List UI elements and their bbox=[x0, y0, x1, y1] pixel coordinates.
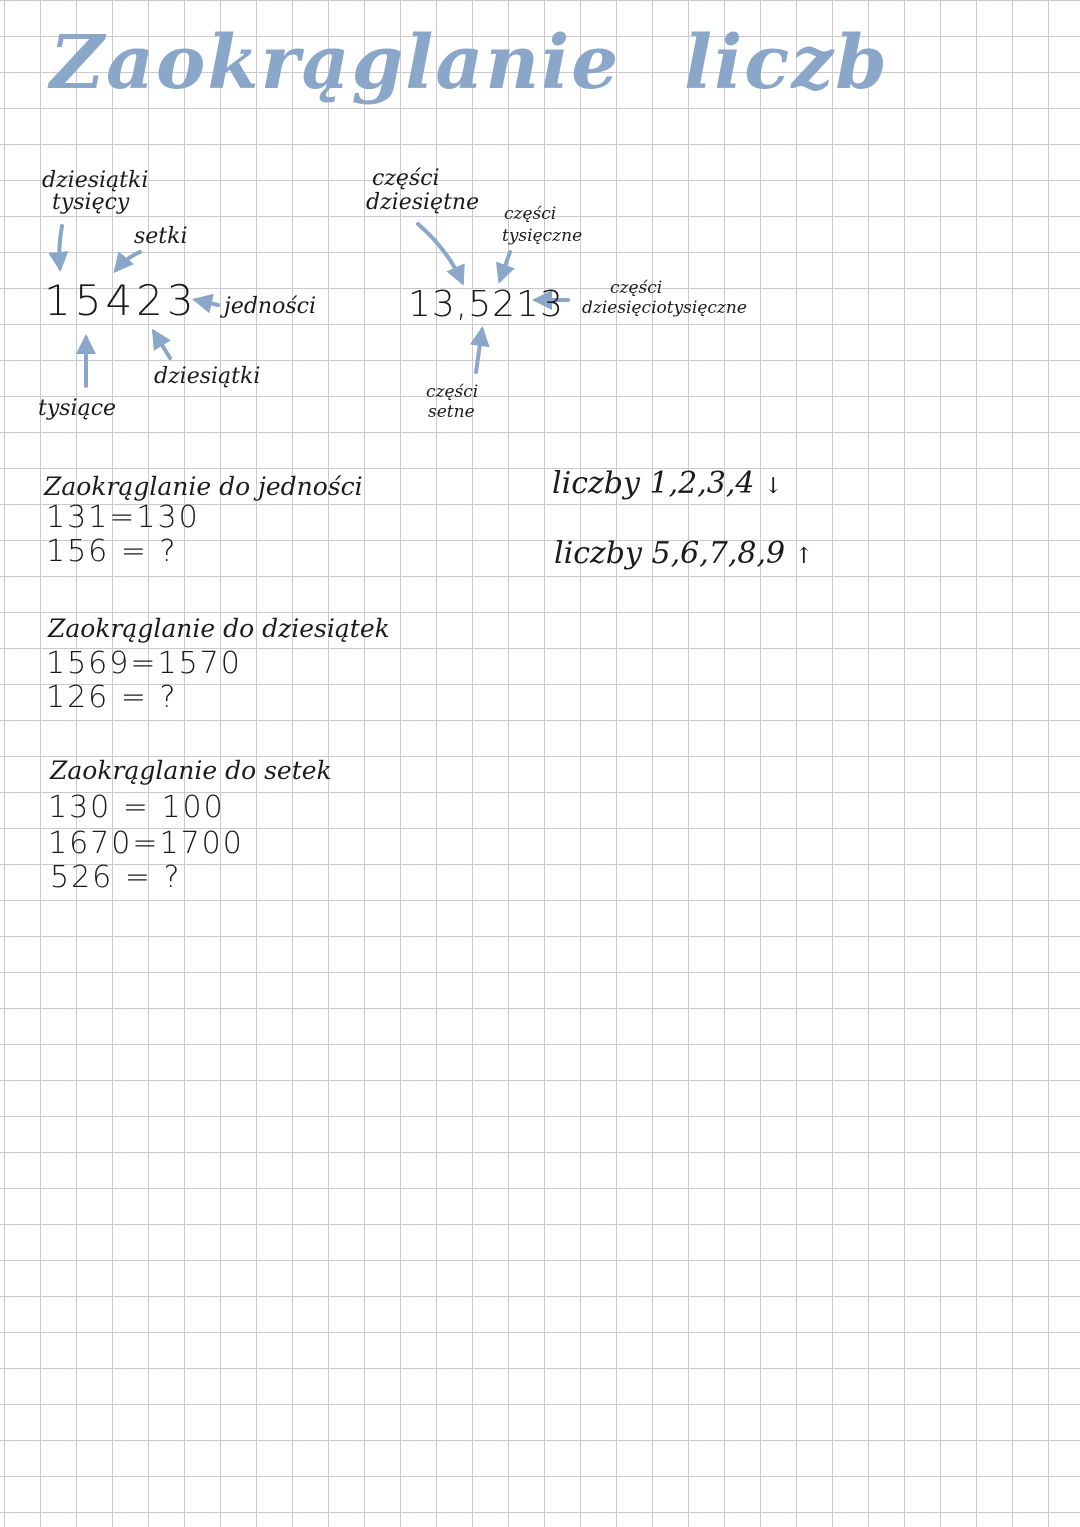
section-hundreds-line-3: 526 = ? bbox=[50, 860, 182, 895]
arrow-down-icon: ↓ bbox=[764, 474, 783, 499]
rule-round-down bbox=[552, 466, 782, 501]
integer-number: 15423 bbox=[44, 276, 198, 325]
arrow-tenths-icon bbox=[418, 224, 462, 282]
section-heading-units: Zaokrąglanie do jedności bbox=[44, 472, 363, 501]
arrow-tens-icon bbox=[154, 332, 170, 358]
label-thousandths-line2: tysięczne bbox=[502, 226, 583, 246]
label-units: jedności bbox=[224, 294, 316, 319]
section-hundreds-line-1: 130 = 100 bbox=[48, 790, 225, 825]
label-hundredths-line2: setne bbox=[428, 402, 475, 422]
arrow-units-icon bbox=[196, 300, 218, 305]
section-tens-line-1: 1569=1570 bbox=[46, 646, 242, 681]
label-thousands: tysiące bbox=[38, 396, 117, 421]
section-units-line-2: 156 = ? bbox=[46, 534, 178, 569]
label-thousandths: części bbox=[504, 204, 557, 224]
decimal-number: 13,5213 bbox=[408, 284, 564, 325]
section-heading-hundreds: Zaokrąglanie do setek bbox=[50, 756, 332, 785]
section-units-line-1: 131=130 bbox=[46, 500, 200, 535]
arrow-hundredths-icon bbox=[476, 330, 482, 372]
rule-round-up bbox=[554, 536, 813, 571]
arrow-thousandths-icon bbox=[500, 252, 510, 280]
label-tenths-line2: dziesiętne bbox=[366, 190, 480, 215]
label-tens: dziesiątki bbox=[154, 364, 261, 389]
section-hundreds-line-2: 1670=1700 bbox=[48, 826, 244, 861]
rule-round-down-text: liczby 1,2,3,4 bbox=[552, 466, 755, 501]
section-heading-tens: Zaokrąglanie do dziesiątek bbox=[48, 614, 390, 643]
arrow-hundreds-icon bbox=[116, 252, 140, 270]
label-ten-thousandths-line2: dziesięciotysięczne bbox=[582, 298, 747, 318]
page-title-second-word: liczb bbox=[684, 20, 890, 106]
label-ten-thousands: dziesiątki bbox=[42, 168, 149, 193]
label-ten-thousandths: części bbox=[610, 278, 663, 298]
page-title: Zaokrąglanie bbox=[50, 20, 621, 106]
label-ten-thousands-line2: tysięcy bbox=[52, 190, 130, 215]
label-hundredths: części bbox=[426, 382, 479, 402]
label-hundreds: setki bbox=[134, 224, 188, 249]
arrow-ten-thousands-icon bbox=[59, 226, 62, 268]
arrow-up-icon: ↑ bbox=[794, 544, 814, 569]
label-tenths: części bbox=[372, 166, 440, 191]
section-tens-line-2: 126 = ? bbox=[46, 680, 178, 715]
rule-round-up-text: liczby 5,6,7,8,9 bbox=[554, 536, 786, 571]
